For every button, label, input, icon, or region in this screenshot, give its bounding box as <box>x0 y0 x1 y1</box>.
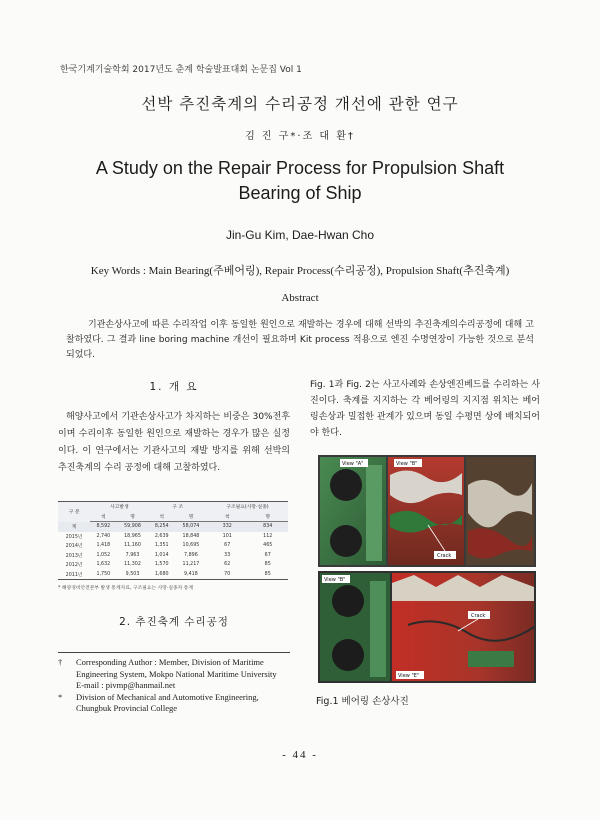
bearing-surface-shape <box>468 651 514 667</box>
label-crack-top: Crack <box>437 553 452 559</box>
bearing-damage-photo <box>318 455 536 683</box>
table-cell: 11,302 <box>124 562 141 568</box>
table-cell: 332 <box>207 522 247 532</box>
figure-caption: Fig.1 베어링 손상사진 <box>316 696 409 707</box>
bearing-bore-shape <box>332 585 364 617</box>
table-cell: 1,014 <box>154 552 169 558</box>
table-cell: 11,217 <box>182 562 200 568</box>
table-cell: 62 <box>224 562 231 568</box>
table-row <box>58 551 288 561</box>
table-cell: 2015년 <box>65 534 83 540</box>
table-header-cell: 척 <box>149 512 175 522</box>
footnote-mark: † <box>58 657 63 667</box>
table-cell: 1,570 <box>154 562 169 568</box>
authors-korean: 김 진 구*·조 대 환† <box>245 131 355 142</box>
table-cell: 10,695 <box>182 543 200 549</box>
table-cell: 9,418 <box>175 570 207 580</box>
table-cell: 1,418 <box>96 543 111 549</box>
table-cell: 7,963 <box>125 552 140 558</box>
section2-heading: 2. 추진축계 수리공정 <box>119 616 229 628</box>
table-cell: 7,896 <box>184 552 198 558</box>
title-english-line2: Bearing of Ship <box>238 183 362 203</box>
table-header-cell: 명 <box>116 512 148 522</box>
table-cell: 9,503 <box>116 570 148 580</box>
table-header-cell: 명 <box>247 512 288 522</box>
table-cell: 18,848 <box>182 533 200 539</box>
table-cell: 8,254 <box>149 522 175 532</box>
table-cell: 85 <box>247 570 288 580</box>
table-header-cell: 척 <box>207 512 247 522</box>
table-header-cell: 구 분 <box>58 502 90 522</box>
table-row <box>58 570 288 580</box>
page-number: - 44 - <box>282 749 318 761</box>
accident-table <box>58 501 288 580</box>
label-view-e: View "E" <box>398 673 420 679</box>
footnote-email: E-mail : pivmp@hanmail.net <box>76 680 176 690</box>
table-header-cell: 척 <box>90 512 116 522</box>
journal-header: 한국기계기술학회 2017년도 춘계 학술발표대회 논문집 Vol 1 <box>60 65 302 75</box>
footnote-corresponding <box>58 657 290 680</box>
figure-intro-text: Fig. 1과 Fig. 2는 사고사례와 손상엔진베드를 수리하는 사진이다. 축계를 지지하는 각 베어링의 지지점 위치는 베어링손상과 밀접한 관계가 있으며 동일 수평면 상에 배치되어야 한다. <box>310 380 540 438</box>
table-header-cell: 구조필요(사망·실종) <box>207 502 288 512</box>
table-cell: 2011년 <box>58 570 90 580</box>
table-cell: 112 <box>263 533 273 539</box>
table-cell: 1,680 <box>149 570 175 580</box>
abstract-body: 기관손상사고에 따른 수리작업 이후 동일한 원인으로 재발하는 경우에 대해 선박의 추진축계의수리공정에 대해 고찰하였다. 그 결과 line boring machine 개선이 필요하며 Kit process 적용으로 엔진 수명연장이 가능한 것으로 분석되었다. <box>66 320 534 360</box>
abstract-heading: Abstract <box>281 292 319 304</box>
table-cell: 101 <box>222 533 232 539</box>
table-cell: 70 <box>207 570 247 580</box>
table-cell: 2,639 <box>154 533 169 539</box>
table-note: * 해양경비안전본부 발생 통계자료, 구조필요는 사망·실종자 통계 <box>58 586 194 591</box>
table-cell: 59,908 <box>116 522 148 532</box>
table-cell: 1,750 <box>90 570 116 580</box>
table-body <box>58 522 288 580</box>
footnote-text: Corresponding Author : Member, Division of Maritime Engineering System, Mokpo National Maritime University <box>76 657 277 679</box>
label-view-b-left: View "B" <box>324 577 346 583</box>
keywords: Key Words : Main Bearing(주베어링), Repair Process(수리공정), Propulsion Shaft(추진축계) <box>90 265 510 277</box>
table-cell: 2014년 <box>65 544 83 550</box>
table-header-cell: 명 <box>175 512 207 522</box>
table-cell: 1,351 <box>154 543 169 549</box>
table-cell: 2013년 <box>65 553 83 559</box>
table-cell: 18,965 <box>124 533 141 539</box>
table-cell: 1,052 <box>96 552 111 558</box>
label-view-b-top: View "B" <box>396 461 418 467</box>
title-english <box>0 156 600 206</box>
table-cell: 67 <box>264 552 271 558</box>
table-row <box>58 532 288 542</box>
bearing-bore-shape <box>332 639 364 671</box>
footnotes <box>58 657 290 715</box>
table-row <box>58 522 288 532</box>
label-crack-bottom: Crack <box>471 613 486 619</box>
table-row <box>58 541 288 551</box>
table-cell: 58,074 <box>175 522 207 532</box>
table-header-cell: 사고발생 <box>90 502 148 512</box>
section1-heading: 1. 개 요 <box>149 381 199 393</box>
footnote-mark: * <box>58 691 63 702</box>
bearing-surface-shape <box>366 465 382 561</box>
title-english-line1: A Study on the Repair Process for Propulsion Shaft <box>95 158 505 178</box>
bearing-bore-shape <box>330 525 362 557</box>
table-header-cell: 구 조 <box>149 502 207 512</box>
bearing-bore-shape <box>330 469 362 501</box>
table-cell: 33 <box>224 552 231 558</box>
table-cell: 465 <box>263 543 273 549</box>
table-cell: 2012년 <box>65 563 83 569</box>
table-row <box>58 560 288 570</box>
table-cell: 1,632 <box>96 562 111 568</box>
table-cell: 834 <box>247 522 288 532</box>
table-cell: 67 <box>224 543 231 549</box>
table-cell: 85 <box>264 562 271 568</box>
bearing-surface-shape <box>370 581 386 677</box>
section1-body: 해양사고에서 기관손상사고가 차지하는 비중은 30%전후이며 수리이후 동일한 원인으로 재발하는 경우가 많은 실정이다. 이 연구에서는 기관사고의 재발 방지를 위해 선박의 추진축계의 수리 공정에 대해 고찰하였다. <box>58 412 290 473</box>
authors-english: Jin-Gu Kim, Dae-Hwan Cho <box>225 228 375 242</box>
table-cell: 계 <box>58 522 90 532</box>
label-view-a: View "A" <box>342 461 364 467</box>
table-cell: 8,592 <box>90 522 116 532</box>
table-cell: 11,160 <box>124 543 141 549</box>
title-korean: 선박 추진축계의 수리공정 개선에 관한 연구 <box>141 95 459 113</box>
footnote-text: Division of Mechanical and Automotive Engineering, Chungbuk Provincial College <box>76 691 259 713</box>
table-cell: 2,740 <box>96 533 111 539</box>
footnote-divider <box>58 652 290 653</box>
footnote-affiliation <box>58 692 290 715</box>
